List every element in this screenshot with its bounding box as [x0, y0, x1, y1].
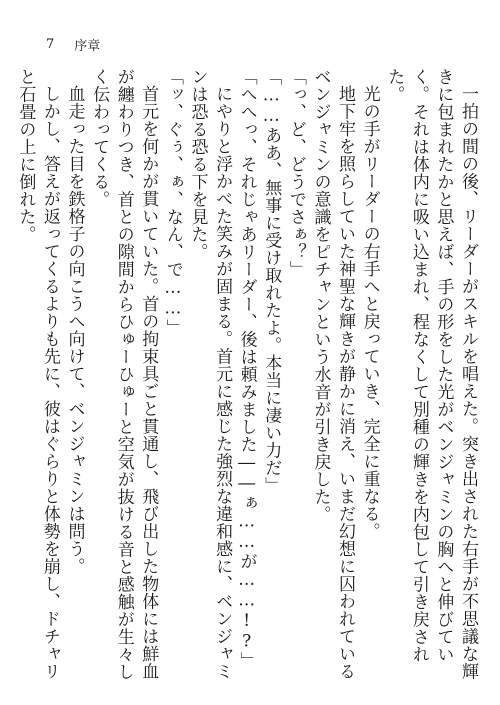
paragraph: 首元を何かが貫いていた。首の拘束具ごと貫通し、飛び出した物体には鮮血が纏わりつき、首との隙間からひゅーひゅーと空気が抜ける音と感触が生々しく伝わってくる。: [89, 68, 159, 681]
dialog-line: 「……ああ、無事に受け取れたよ。本当に凄い力だ」: [261, 68, 282, 494]
page-number: 7: [46, 36, 55, 52]
dialog-line: 「ッ、ぐぅ、ぁ、なん、で……」: [162, 68, 183, 337]
paragraph: 地下牢を照らしていた神聖な輝きが静かに消え、いまだ幻想に囚われているベンジャミンの意識をピチャンという水音が引き戻した。: [310, 68, 356, 680]
paragraph: 光の手がリーダーの右手へと戻っていき、完全に重なる。: [359, 85, 380, 540]
paragraph: しかし、答えが返ってくるよりも先に、彼はぐらりと体勢を崩し、ドチャリと石畳の上に倒れた。: [15, 68, 60, 680]
paragraph: 血走った目を鉄格子の向こうへ向けて、ベンジャミンは問う。: [64, 85, 85, 575]
chapter-title: 序章: [74, 38, 101, 54]
dialog-line: 「へへっ、それじゃあリーダー、後は頼みました――ぁ……が……!?」: [236, 68, 257, 670]
dialog-line: 「っ、ど、どうでさぁ？」: [285, 68, 306, 278]
vertical-text-body: [15, 68, 480, 688]
paragraph: にやりと浮かべた笑みが固まる。首元に感じた強烈な違和感に、ベンジャミンは恐る恐る下を見た。: [187, 68, 233, 680]
page-header: [46, 34, 100, 54]
paragraph: 一拍の間の後、リーダーがスキルを唱えた。突き出された右手が不思議な輝きに包まれたかと思えば、手の形をした光がベンジャミンの胸へと伸びていく。それは体内に吸い込まれ、程なくして別種の輝きを内包して引き戻された。: [384, 68, 478, 680]
